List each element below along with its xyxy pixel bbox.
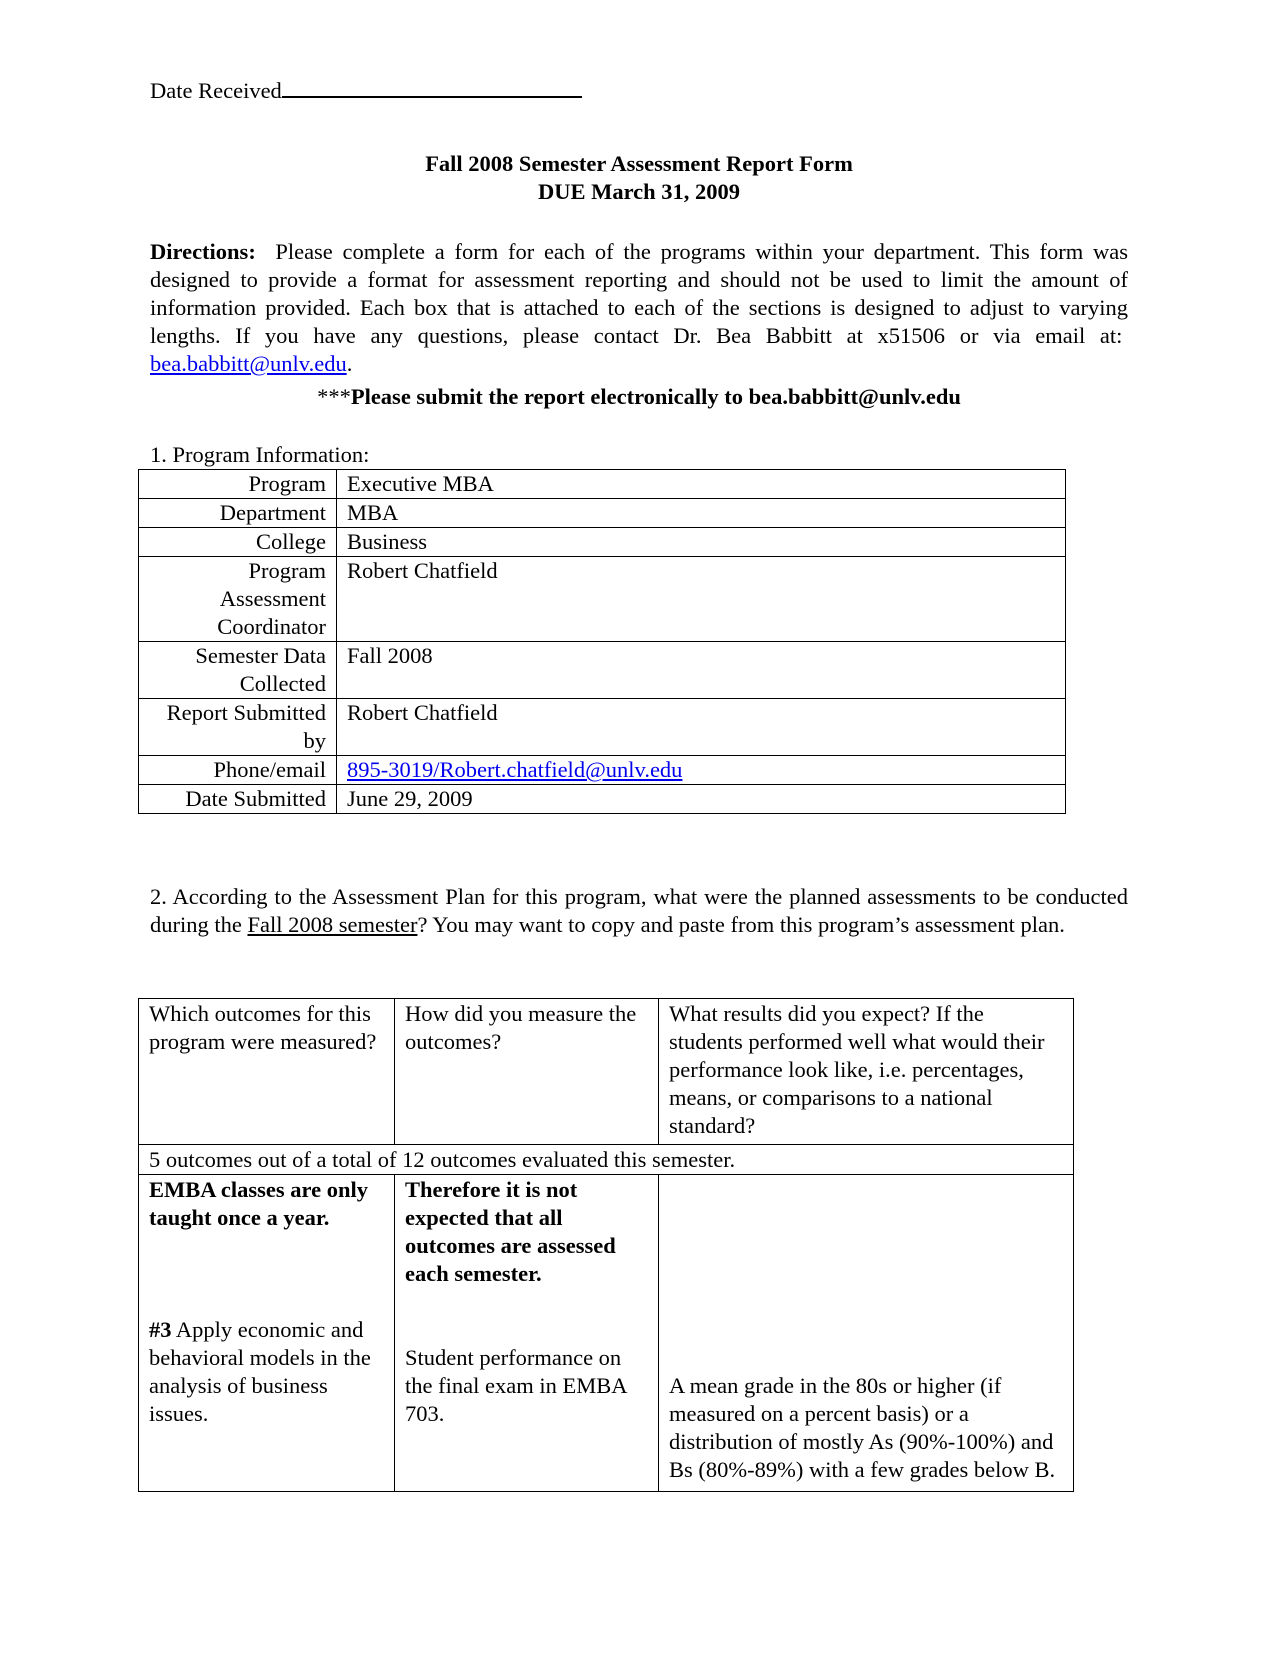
section2-question	[150, 883, 1128, 939]
outcome-description: Apply economic and behavioral models in the analysis of business issues.	[149, 1317, 371, 1426]
directions-label: Directions:	[150, 239, 256, 264]
assessment-plan-table	[138, 998, 1074, 1492]
directions-paragraph	[150, 238, 1128, 378]
measure-text: Student performance on the final exam in EMBA 703.	[405, 1345, 627, 1426]
info-value: Business	[337, 528, 1066, 557]
info-label: Department	[139, 499, 337, 528]
table-row	[139, 642, 1066, 699]
info-label: Semester Data Collected	[139, 642, 337, 699]
table-row	[139, 756, 1066, 785]
note-col1: EMBA classes are only taught once a year.	[149, 1177, 368, 1230]
info-label: Date Submitted	[139, 785, 337, 814]
program-info-table	[138, 469, 1066, 814]
form-title: Fall 2008 Semester Assessment Report Form	[425, 151, 853, 176]
col2-header: How did you measure the outcomes?	[395, 999, 659, 1145]
expected-cell	[659, 1175, 1074, 1492]
info-value: MBA	[337, 499, 1066, 528]
coordinator-email-link[interactable]: 895-3019/Robert.chatfield@unlv.edu	[347, 757, 683, 782]
col3-header: What results did you expect? If the students performed well what would their performance look like, i.e. percentages, means, or comparisons to a national standard?	[659, 999, 1074, 1145]
submit-instructions	[150, 383, 1128, 411]
table-row	[139, 699, 1066, 756]
outcome-text	[149, 1316, 384, 1428]
summary-cell: 5 outcomes out of a total of 12 outcomes evaluated this semester.	[139, 1145, 1074, 1175]
date-received	[150, 76, 582, 105]
note-col2: Therefore it is not expected that all outcomes are assessed each semester.	[405, 1177, 616, 1286]
info-label: Report Submitted by	[139, 699, 337, 756]
table-row	[139, 785, 1066, 814]
section2-text-after: ? You may want to copy and paste from this program’s assessment plan.	[417, 912, 1065, 937]
info-value: Executive MBA	[337, 470, 1066, 499]
table-row	[139, 1145, 1074, 1175]
section2-text-before: 2. According to the Assessment Plan for this program, what were the planned assessments to be conducted during the	[150, 884, 1128, 937]
table-row	[139, 999, 1074, 1145]
info-label: Program Assessment Coordinator	[139, 557, 337, 642]
directions-end: .	[346, 351, 353, 376]
info-value: Fall 2008	[337, 642, 1066, 699]
table-row	[139, 557, 1066, 642]
date-received-line	[282, 76, 582, 98]
section2-underlined: Fall 2008 semester	[247, 912, 418, 937]
info-value: Robert Chatfield	[337, 699, 1066, 756]
date-received-label: Date Received	[150, 78, 282, 103]
table-row	[139, 470, 1066, 499]
info-value: June 29, 2009	[337, 785, 1066, 814]
submit-prefix: ***	[317, 384, 351, 409]
info-label: Program	[139, 470, 337, 499]
table-row	[139, 499, 1066, 528]
info-label: Phone/email	[139, 756, 337, 785]
expected-text: A mean grade in the 80s or higher (if measured on a percent basis) or a distribution of mostly As (90%-100%) and Bs (80%-89%) with a few grades below B.	[669, 1373, 1056, 1482]
measure-cell	[395, 1175, 659, 1492]
table-row	[139, 528, 1066, 557]
info-value	[337, 756, 1066, 785]
contact-email-link[interactable]: bea.babbitt@unlv.edu	[150, 351, 347, 376]
info-value: Robert Chatfield	[337, 557, 1066, 642]
section1-heading: 1. Program Information:	[150, 442, 370, 467]
form-due-date: DUE March 31, 2009	[537, 179, 741, 204]
outcome-cell	[139, 1175, 395, 1492]
directions-text: Please complete a form for each of the programs within your department. This form was designed to provide a format for assessment reporting and should not be used to limit the amount of information provided. Each box that is attached to each of the sections is designed to adjust to varying lengths. If you have any questions, please contact Dr. Bea Babbitt at x51506 or via email at:	[150, 239, 1128, 348]
table-row	[139, 1175, 1074, 1492]
outcome-number: #3	[149, 1317, 172, 1342]
info-label: College	[139, 528, 337, 557]
submit-text: Please submit the report electronically to bea.babbitt@unlv.edu	[350, 384, 961, 409]
col1-header: Which outcomes for this program were measured?	[139, 999, 395, 1145]
